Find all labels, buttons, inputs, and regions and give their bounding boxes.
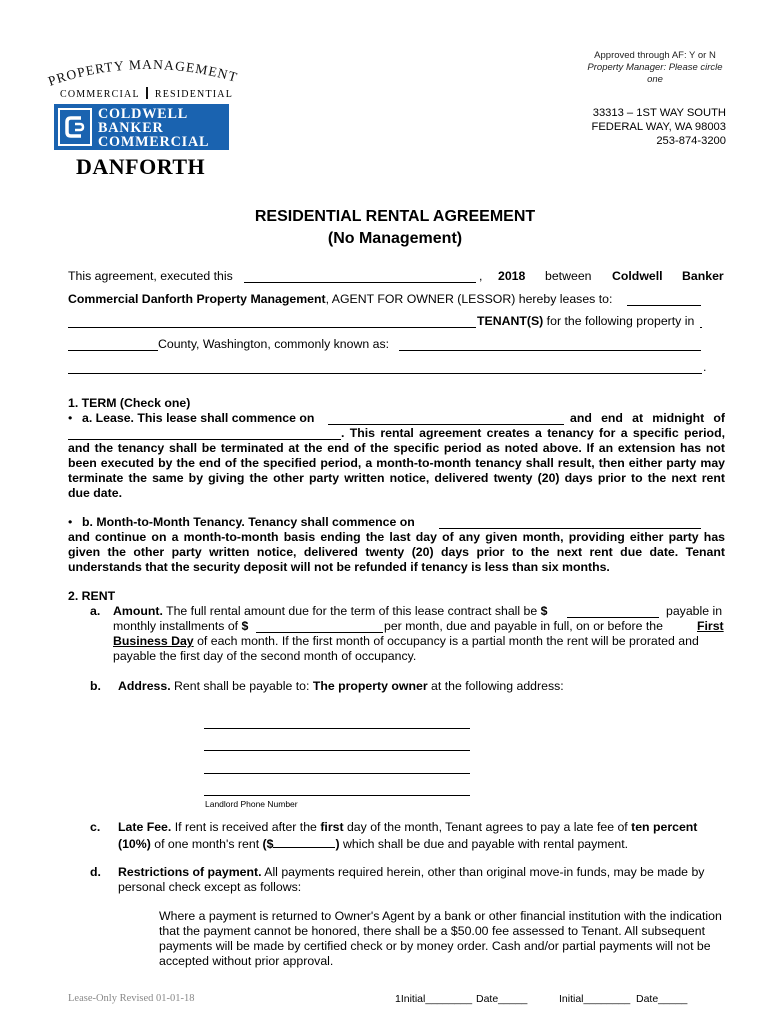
cb-emblem-icon bbox=[58, 108, 92, 146]
payable-in-text: payable in bbox=[666, 604, 723, 618]
lease-start-field[interactable] bbox=[328, 424, 564, 425]
mtm-line-4: understands that the security deposit will not be refunded if tenancy is less than six months. bbox=[68, 560, 610, 574]
intro-comma: , bbox=[479, 269, 483, 283]
approval-line-1: Approved through AF: Y or N bbox=[594, 50, 716, 61]
late-fee-first: first bbox=[320, 820, 344, 834]
tenants-bold: TENANT(S) bbox=[477, 314, 544, 328]
owner-address-field-3[interactable] bbox=[204, 773, 470, 774]
bullet-lease: • bbox=[68, 411, 73, 425]
owner-address-field-2[interactable] bbox=[204, 750, 470, 751]
intro-banker: Banker bbox=[682, 269, 724, 283]
late-fee-amount-field[interactable] bbox=[273, 835, 335, 848]
cb-banker: BANKER bbox=[98, 120, 164, 136]
late-fee-dollar: ($ bbox=[262, 837, 274, 851]
intro-coldwell: Coldwell bbox=[612, 269, 663, 283]
tenants-text: for the following property in bbox=[543, 314, 695, 328]
late-fee-title: Late Fee. bbox=[118, 820, 172, 834]
address-text: Rent shall be payable to: bbox=[170, 679, 313, 693]
mtm-text: b. Month-to-Month Tenancy. Tenancy shall commence on bbox=[82, 515, 415, 529]
intro-line-3 bbox=[477, 314, 694, 329]
rental-amount-field[interactable] bbox=[567, 617, 659, 618]
returned-payment-line-3: payments will be made by certified check or by money order. Cash and/or partial payments will not be bbox=[159, 939, 711, 953]
address-text-2: at the following address: bbox=[427, 679, 564, 693]
revision-note: Lease-Only Revised 01-01-18 bbox=[68, 993, 195, 1004]
first-text: First bbox=[697, 619, 724, 633]
county-field[interactable] bbox=[68, 350, 158, 351]
commercial-residential bbox=[60, 87, 233, 100]
returned-payment-line-4: accepted without prior approval. bbox=[159, 954, 334, 968]
bullet-mtm: • bbox=[68, 515, 73, 529]
rent-a-line3 bbox=[113, 634, 699, 649]
intro-year: 2018 bbox=[498, 269, 526, 283]
ten-percent-text: ten percent bbox=[631, 820, 698, 834]
mtm-line-2: and continue on a month-to-month basis ending the last day of any given month, providing either party has bbox=[68, 530, 725, 544]
mtm-line-3: given the other party written notice, delivered twenty (20) days prior to the next rent due date. Tenant bbox=[68, 545, 725, 559]
initial-1[interactable]: 1Initial________ bbox=[395, 993, 473, 1005]
late-fee-text-3: of one month's rent bbox=[150, 837, 263, 851]
rent-a-line1 bbox=[113, 604, 547, 619]
term-line-6: due date. bbox=[68, 486, 122, 500]
restrictions-text-1: All payments required herein, other than original move-in funds, may be made by bbox=[261, 865, 705, 879]
danforth-name: DANFORTH bbox=[76, 154, 206, 179]
ten-percent-paren: (10%) bbox=[118, 837, 151, 851]
address-title: Address. bbox=[118, 679, 171, 693]
landlord-phone-field[interactable] bbox=[204, 795, 470, 796]
office-address bbox=[520, 106, 726, 148]
term-heading: 1. TERM (Check one) bbox=[68, 396, 191, 410]
date-2[interactable]: Date_____ bbox=[636, 993, 688, 1005]
per-month-span: per month, due and payable in full, on or before the bbox=[384, 619, 663, 633]
rent-b-line bbox=[118, 679, 564, 694]
owner-address-field-1[interactable] bbox=[204, 728, 470, 729]
page-subtitle: (No Management) bbox=[327, 230, 463, 247]
lease-end-field[interactable] bbox=[68, 439, 341, 440]
term-line-5: terminate the same by giving the other party written notice, delivered twenty (20) days prior to the next rent bbox=[68, 471, 725, 485]
rent-a-line4: payable the first day of the second month of occupancy. bbox=[113, 649, 417, 663]
page-title: RESIDENTIAL RENTAL AGREEMENT bbox=[254, 208, 536, 225]
agent-text: , AGENT FOR OWNER (LESSOR) hereby leases to: bbox=[325, 292, 613, 306]
intro-period: . bbox=[703, 360, 707, 374]
rent-a-line2a bbox=[113, 619, 248, 634]
svg-text:PROPERTY MANAGEMENT bbox=[46, 57, 239, 89]
date-1[interactable]: Date_____ bbox=[476, 993, 528, 1005]
monthly-installment-field[interactable] bbox=[256, 632, 383, 633]
company-logo bbox=[44, 56, 244, 182]
executed-text: This agreement, executed this bbox=[68, 269, 233, 283]
cb-commercial: COMMERCIAL bbox=[98, 134, 210, 150]
restrictions-title: Restrictions of payment. bbox=[118, 865, 262, 879]
returned-payment-line-1: Where a payment is returned to Owner's Agent by a bank or other financial institution with the indication bbox=[159, 909, 722, 923]
lessee-field-1[interactable] bbox=[627, 305, 701, 306]
rent-c-line2 bbox=[118, 835, 628, 852]
known-as-field-2[interactable] bbox=[68, 373, 702, 374]
approval-line-2: Property Manager: Please circle one bbox=[587, 62, 723, 85]
intro-executed bbox=[68, 269, 233, 284]
rent-d-line2: personal check except as follows: bbox=[118, 880, 302, 894]
lease-a-text: a. Lease. This lease shall commence on bbox=[82, 411, 315, 425]
late-fee-text-4: which shall be due and payable with rental payment. bbox=[339, 837, 629, 851]
rent-c-line1 bbox=[118, 820, 697, 835]
address-phone: 253-874-3200 bbox=[656, 135, 726, 147]
mtm-start-field[interactable] bbox=[439, 528, 701, 529]
property-in-field[interactable] bbox=[700, 327, 702, 328]
intro-line-2 bbox=[68, 292, 612, 307]
commercial-label: COMMERCIAL bbox=[60, 89, 140, 100]
term-line-3: and the tenancy shall be terminated at the end of the specific period as noted above. If an extension has not bbox=[68, 441, 725, 455]
cb-coldwell: COLDWELL bbox=[98, 106, 188, 122]
initial-2[interactable]: Initial________ bbox=[559, 993, 631, 1005]
county-text: County, Washington, commonly known as: bbox=[158, 337, 390, 351]
rent-heading: 2. RENT bbox=[68, 589, 116, 603]
late-fee-paren-close: ) bbox=[335, 837, 340, 851]
rent-c-label: c. bbox=[90, 820, 101, 834]
known-as-field-1[interactable] bbox=[399, 350, 701, 351]
installments-dollar: $ bbox=[241, 619, 249, 633]
late-fee-text-1: If rent is received after the bbox=[171, 820, 321, 834]
prorated-text: of each month. If the first month of occupancy is a partial month the rent will be prorated and bbox=[193, 634, 699, 648]
late-fee-text-2: day of the month, Tenant agrees to pay a late fee of bbox=[343, 820, 632, 834]
amount-text-1: The full rental amount due for the term of this lease contract shall be bbox=[162, 604, 541, 618]
coldwell-banker-box bbox=[54, 104, 229, 150]
rent-a-label: a. bbox=[90, 604, 101, 618]
address-city: FEDERAL WAY, WA 98003 bbox=[591, 121, 726, 133]
rent-d-label: d. bbox=[90, 865, 101, 879]
business-day-text: Business Day bbox=[113, 634, 194, 648]
property-owner-text: The property owner bbox=[312, 679, 428, 693]
per-month-text bbox=[384, 619, 663, 634]
returned-payment-line-2: that the payment cannot be honored, there shall be a $50.00 fee assessed to Tenant. All subsequent bbox=[159, 924, 706, 938]
term-line-4: been executed by the end of the specified period, a month-to-month tenancy shall result, then either party may bbox=[68, 456, 725, 470]
residential-label: RESIDENTIAL bbox=[154, 89, 234, 100]
lessee-field-2[interactable] bbox=[68, 327, 476, 328]
rent-d-line1 bbox=[118, 865, 704, 880]
approval-note bbox=[580, 50, 730, 86]
intro-between: between bbox=[545, 269, 592, 283]
arc-text: PROPERTY MANAGEMENT bbox=[46, 56, 240, 89]
installments-text: monthly installments of bbox=[113, 619, 242, 633]
divider-mark bbox=[146, 87, 148, 99]
company-bold: Commercial Danforth Property Management bbox=[68, 292, 326, 306]
rent-b-label: b. bbox=[90, 679, 101, 693]
landlord-phone-label: Landlord Phone Number bbox=[205, 799, 298, 809]
and-end-text: and end at midnight of bbox=[570, 411, 725, 425]
address-street: 33313 – 1ST WAY SOUTH bbox=[592, 107, 726, 119]
executed-date-field[interactable] bbox=[244, 282, 476, 283]
amount-dollar: $ bbox=[540, 604, 548, 618]
specific-period-text: . This rental agreement creates a tenancy for a specific period, bbox=[341, 426, 725, 440]
amount-title: Amount. bbox=[113, 604, 163, 618]
